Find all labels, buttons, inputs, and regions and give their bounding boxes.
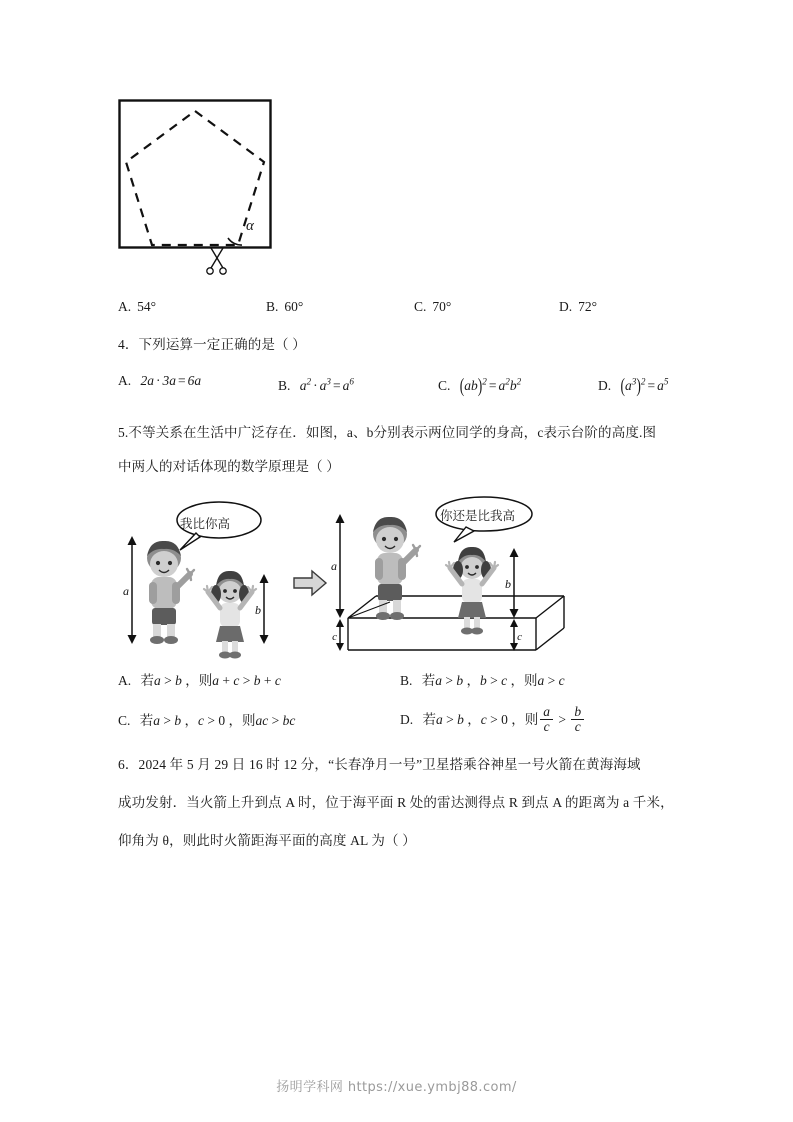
q5-option-a-expr: 若a > b ，则a + c > b + c (140, 673, 281, 688)
svg-text:b: b (255, 603, 261, 617)
q5-options-row-2 (118, 706, 684, 735)
q3-options-row (118, 294, 678, 320)
angle-alpha-label: α (246, 218, 254, 234)
q4-option-b-expr: $a^2 \cdot a^3 = a^6$ (299, 376, 354, 393)
q6-stem-line1: 6．2024 年 5 月 29 日 16 时 12 分，“长春净月一号”卫星搭乘谷神星一号火箭在黄海海域 (118, 757, 641, 772)
q3-option-b[interactable]: B. 60° (266, 299, 304, 314)
q5-options-row-1 (118, 668, 684, 694)
q5-option-b-expr: 若a > b ，b > c ，则a > c (421, 673, 565, 688)
q5-stem-line1: 5.不等关系在生活中广泛存在．如图，a、b分别表示两位同学的身高，c表示台阶的高度.图 (118, 425, 657, 440)
q3-option-c[interactable]: C. 70° (414, 299, 452, 314)
q5-option-d[interactable]: D. 若a > b ，c > 0 ，则 $\frac{a}{c}$ > $\frac{b}{c}$ (400, 706, 586, 735)
q3-option-a[interactable]: A. 54° (118, 299, 157, 314)
scissors-icon (205, 246, 231, 276)
svg-text:b: b (505, 577, 511, 591)
footer-watermark: 扬明学科网 https://xue.ymbj88.com/ (276, 1080, 517, 1095)
svg-text:c: c (517, 631, 522, 643)
q4-options-row (118, 368, 684, 399)
q5-option-a[interactable]: A. 若a > b ，则a + c > b + c (118, 673, 281, 688)
q5-option-d-expr: 若a > b ，c > 0 ，则 $\frac{a}{c}$ > $\frac{b}{c}$ (423, 712, 587, 727)
svg-text:a: a (123, 584, 129, 598)
q4-option-d[interactable]: D. $(a^3)^2 = a^5$ (598, 373, 669, 396)
q6-stem-line2: 成功发射．当火箭上升到点 A 时，位于海平面 R 处的雷达测得点 R 到点 A 的距离为 a 千米， (118, 795, 674, 810)
q4-option-a-expr: 2a · 3a = 6a (140, 373, 202, 388)
q4-option-b[interactable]: B. $a^2 \cdot a^3 = a^6$ (278, 376, 354, 393)
left-speech-bubble-text: 我比你高 (180, 516, 231, 531)
q4-stem: 4．下列运算一定正确的是（ ） (118, 337, 306, 352)
q5-option-c-expr: 若a > b ，c > 0 ，则ac > bc (139, 712, 296, 728)
q4-option-a[interactable]: A. 2a · 3a = 6a (118, 373, 202, 388)
q4-option-c[interactable]: C. $(ab)^2 = a^2b^2$ (438, 373, 522, 396)
q4-option-c-expr: $(ab)^2 = a^2b^2$ (459, 373, 522, 396)
q5-option-b[interactable]: B. 若a > b ，b > c ，则a > c (400, 673, 565, 688)
q5-stem-line2: 中两人的对话体现的数学原理是（ ） (118, 459, 340, 474)
pentagon-in-square-figure (118, 99, 272, 249)
q3-option-d[interactable]: D. 72° (559, 299, 598, 314)
q6-stem-line3: 仰角为 θ，则此时火箭距海平面的高度 AL 为（ ） (118, 833, 416, 848)
students-on-step-figure (118, 492, 570, 660)
right-speech-bubble-text: 你还是比我高 (440, 508, 516, 523)
svg-text:c: c (332, 631, 337, 643)
q5-option-c[interactable]: C. 若a > b ，c > 0 ，则ac > bc (118, 712, 296, 728)
q4-option-d-expr: $(a^3)^2 = a^5$ (620, 373, 669, 396)
svg-text:a: a (331, 559, 337, 573)
